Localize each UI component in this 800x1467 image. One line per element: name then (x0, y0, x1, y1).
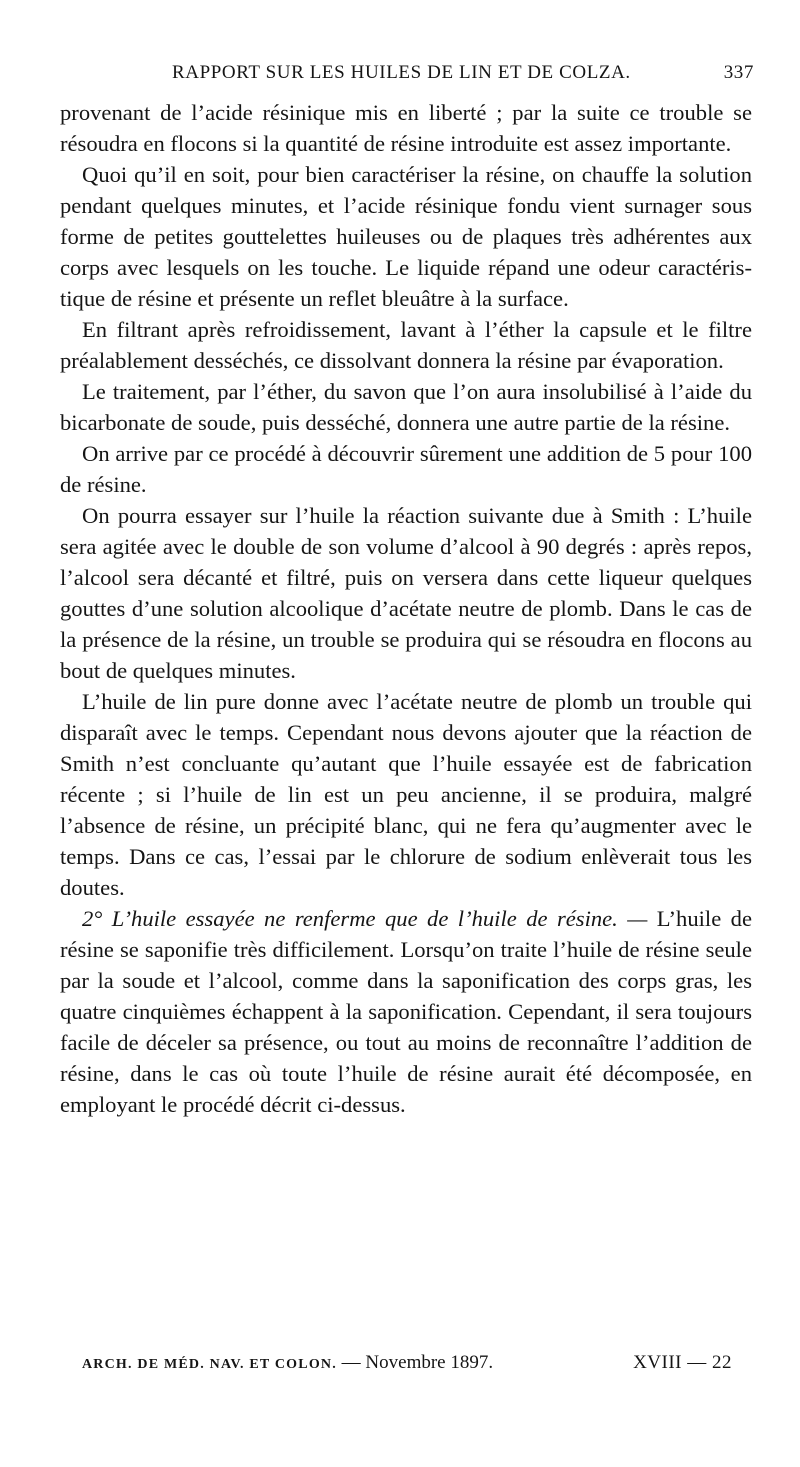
paragraph-6: On pourra essayer sur l’huile la réaction suivante due à Smith : L’huile sera agitée avec le double de son volume d’alcool à 90 degrés : après repos, l’alcool sera décanté et filtré, puis on versera dans cette liqueur quelques gouttes d’une solution alcoolique d’acétate neutre de plomb. Dans le cas de la présence de la résine, un trouble se produira qui se résoudra en flocons au bout de quelques minutes. (60, 503, 752, 683)
issue-date: — Novembre 1897. (341, 1352, 494, 1373)
page-number: 337 (723, 62, 754, 83)
paragraph-1: provenant de l’acide résinique mis en liberté ; par la suite ce trouble se résoudra en flocons si la quantité de résine introduite est assez importante. (60, 100, 752, 156)
footer-journal-line (82, 1352, 493, 1374)
section-heading: 2° L’huile essayée ne renferme que de l’huile de résine. — (82, 906, 648, 931)
paragraph-5: On arrive par ce procédé à découvrir sûrement une addition de 5 pour 100 de résine. (60, 441, 752, 497)
running-head (60, 60, 758, 90)
paragraph-2: Quoi qu’il en soit, pour bien caractériser la résine, on chauffe la solution pendant quelques minutes, et l’acide résinique fondu vient surnager sous forme de petites gouttelettes huileuses ou de plaques très adhérentes aux corps avec lesquels on les touche. Le liquide répand une odeur caractéristique de résine et présente un reflet bleuâtre à la surface. (60, 162, 752, 311)
body-text (60, 97, 752, 1120)
journal-name: ARCH. DE MÉD. NAV. ET COLON. (82, 1357, 337, 1372)
running-title: RAPPORT SUR LES HUILES DE LIN ET DE COLZA. (172, 62, 631, 83)
paragraph-4: Le traitement, par l’éther, du savon que l’on aura insolubilisé à l’aide du bicarbonate de soude, puis desséché, donnera une autre partie de la résine. (60, 379, 752, 435)
paragraph-7: L’huile de lin pure donne avec l’acétate neutre de plomb un trouble qui disparaît avec le temps. Cependant nous devons ajouter que la réaction de Smith n’est concluante qu’autant que l’huile essayée est de fabrication récente ; si l’huile de lin est un peu ancienne, il se produira, malgré l’absence de résine, un précipité blanc, qui ne fera qu’augmenter avec le temps. Dans ce cas, l’essai par le chlorure de sodium enlèverait tous les doutes. (60, 689, 752, 900)
signature-mark: XVIII — 22 (633, 1352, 732, 1373)
section-paragraph (60, 903, 752, 1120)
footer (82, 1352, 742, 1380)
section-paragraph-text: L’huile de résine se saponifie très difficilement. Lorsqu’on traite l’huile de résine seule par la soude et l’alcool, comme dans la saponification des corps gras, les quatre cinquièmes échappent à la saponification. Cependant, il sera toujours facile de déceler sa présence, ou tout au moins de reconnaître l’addition de résine, dans le cas où toute l’huile de résine aurait été décomposée, en employant le procédé décrit ci-dessus. (60, 906, 752, 1117)
paragraph-3: En filtrant après refroidissement, lavant à l’éther la capsule et le filtre préalablement desséchés, ce dissolvant donnera la résine par évaporation. (60, 317, 752, 373)
